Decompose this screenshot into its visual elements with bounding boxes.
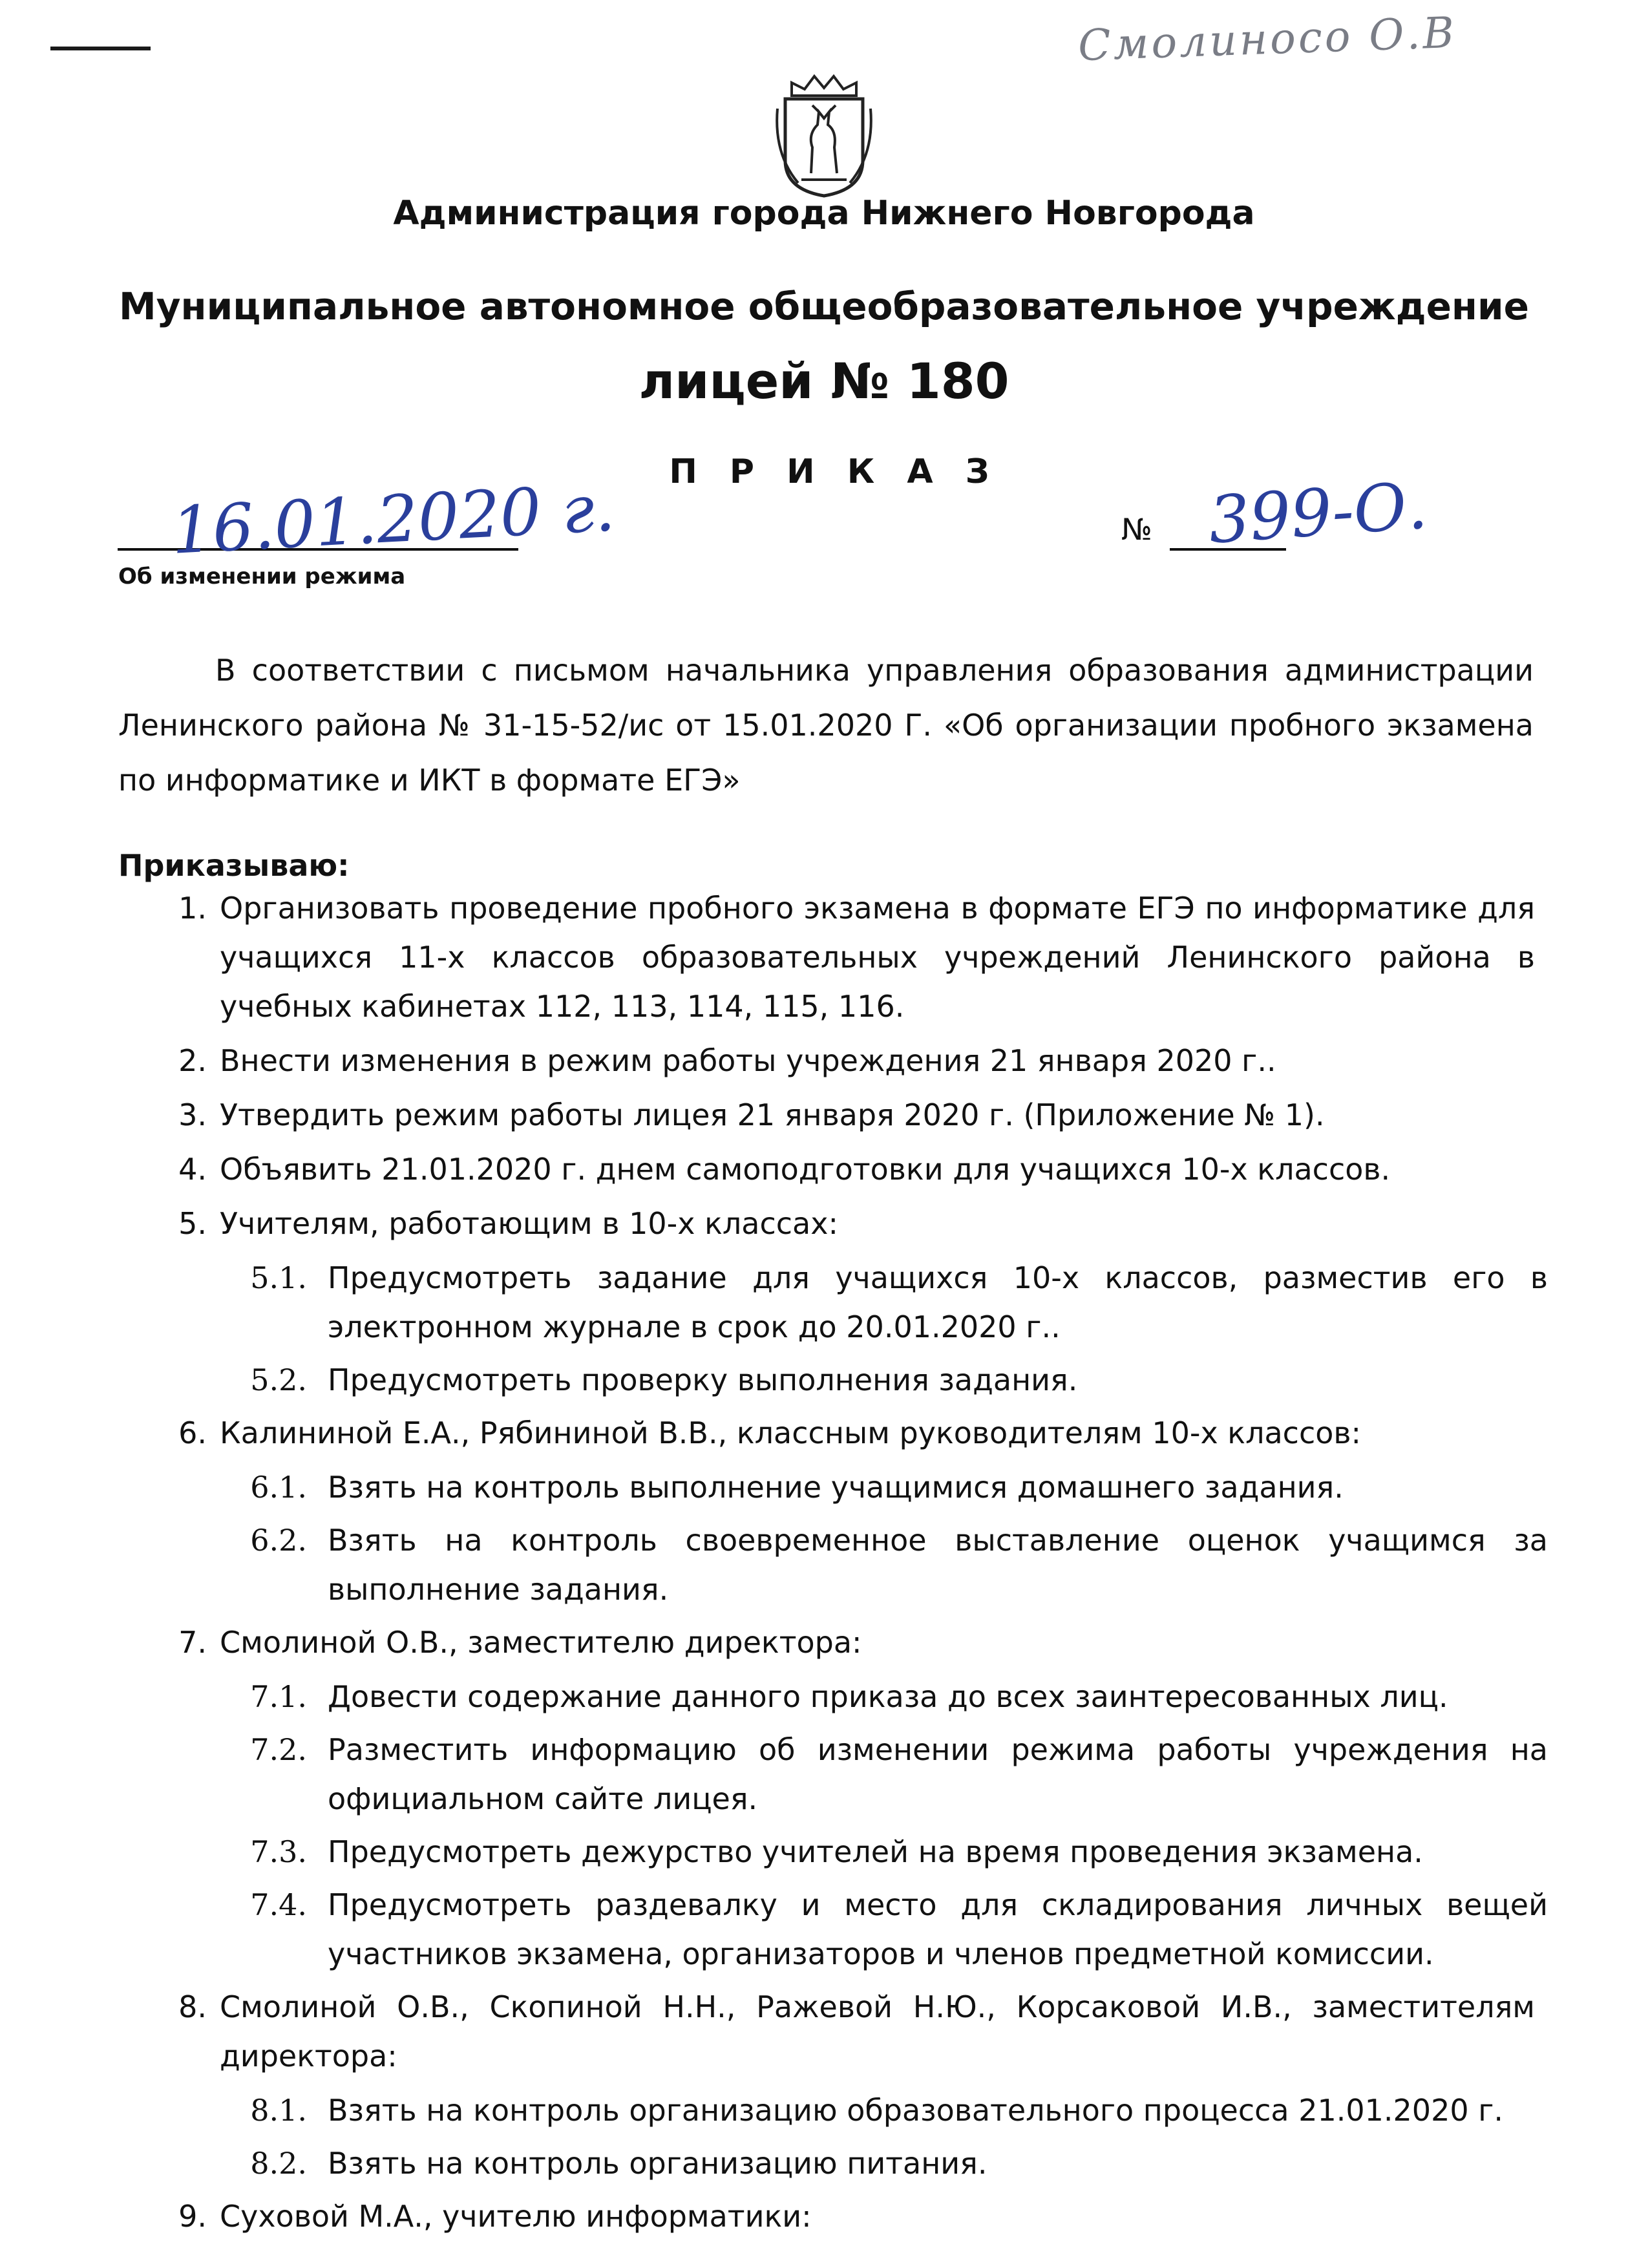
item-number: 2. [178,1043,207,1078]
subitem-text: Взять на контроль выполнение учащимися домашнего задания. [328,1470,1344,1505]
list-item [0,1145,1648,1194]
list-item [0,2192,1648,2241]
item-text: Организовать проведение пробного экзамена в формате ЕГЭ по информатике для учащихся 11-х классов образовательных учреждений Ленинского района в учебных кабинетах 112, 113, 114, 115, 116. [220,891,1535,1024]
subitem-text: Взять на контроль своевременное выставление оценок учащимся за выполнение задания. [328,1523,1548,1607]
item-text: Утвердить режим работы лицея 21 января 2020 г. (Приложение № 1). [220,1097,1325,1132]
list-item [0,1408,1648,1457]
order-subject: Об изменении режима [118,564,406,589]
item-number: 1. [178,891,207,926]
item-text: Смолиной О.В., Скопиной Н.Н., Ражевой Н.Ю., Корсаковой И.В., заместителям директора: [220,1989,1535,2073]
list-item [0,1982,1648,2081]
order-heading: Приказываю: [118,848,350,883]
list-subitem [0,1725,1648,1823]
item-text: Калининой Е.А., Рябининой В.В., классным руководителям 10-х классов: [220,1415,1362,1450]
item-number: 7. [178,1625,207,1660]
subitem-number: 7.1. [250,1679,307,1714]
subitem-text: Предусмотреть задание для учащихся 10-х классов, разместив его в электронном журнале в срок до 20.01.2020 г.. [328,1260,1548,1344]
subitem-text: Предусмотреть раздевалку и место для складирования личных вещей участников экзамена, организаторов и членов предметной комиссии. [328,1887,1548,1971]
order-number-label: № [1121,512,1152,547]
list-subitem [0,1827,1648,1876]
preamble-paragraph: В соответствии с письмом начальника управления образования администрации Ленинского района № 31-15-52/ис от 15.01.2020 Г. «Об организации пробного экзамена по информатике и ИКТ в формате ЕГЭ» [118,653,1534,798]
item-number: 5. [178,1206,207,1241]
subitem-number: 7.4. [250,1887,307,1922]
item-text: Учителям, работающим в 10-х классах: [220,1206,838,1241]
item-number: 9. [178,2199,207,2234]
subitem-number: 8.2. [250,2146,307,2181]
item-number: 6. [178,1415,207,1450]
subitem-number: 6.1. [250,1470,307,1505]
list-subitem [0,1672,1648,1721]
subitem-number: 7.3. [250,1834,307,1869]
subitem-text: Взять на контроль организацию питания. [328,2146,988,2181]
list-subitem [0,1253,1648,1351]
subitem-text: Довести содержание данного приказа до всех заинтересованных лиц. [328,1679,1448,1714]
handwritten-order-number: 399-О. [1206,467,1430,558]
list-item [0,884,1648,1031]
list-subitem [0,1355,1648,1404]
list-item [0,1090,1648,1139]
subitem-number: 6.2. [250,1523,307,1558]
list-subitem [0,1516,1648,1614]
handwritten-date: 16.01.2020 г. [169,470,617,569]
subitem-number: 5.2. [250,1362,307,1397]
item-number: 3. [178,1097,207,1132]
subitem-text: Взять на контроль организацию образовательного процесса 21.01.2020 г. [328,2093,1504,2128]
list-subitem [0,2139,1648,2188]
list-item [0,1199,1648,1248]
list-subitem [0,1880,1648,1978]
institution-title: Муниципальное автономное общеобразовательное учреждение [119,284,1529,328]
order-items-list [0,884,1648,2246]
item-text: Смолиной О.В., заместителю директора: [220,1625,862,1660]
list-subitem [0,1463,1648,1512]
coat-of-arms-icon [772,70,876,199]
administration-title: Администрация города Нижнего Новгорода [393,194,1255,233]
subitem-text: Предусмотреть проверку выполнения задания. [328,1362,1078,1397]
lyceum-title: лицей № 180 [639,352,1009,410]
handwritten-signature-top: Смолиносо О.В [1077,7,1458,71]
item-text: Суховой М.А., учителю информатики: [220,2199,812,2234]
subitem-text: Предусмотреть дежурство учителей на время проведения экзамена. [328,1834,1423,1869]
subitem-number: 7.2. [250,1732,307,1767]
item-number: 8. [178,1989,207,2024]
document-type: П Р И К А З [669,452,1000,491]
scan-edge-mark [50,47,151,50]
subitem-number: 8.1. [250,2093,307,2128]
item-text: Объявить 21.01.2020 г. днем самоподготовки для учащихся 10-х классов. [220,1152,1391,1187]
item-number: 4. [178,1152,207,1187]
item-text: Внести изменения в режим работы учреждения 21 января 2020 г.. [220,1043,1276,1078]
list-item [0,1036,1648,1085]
list-subitem [0,2086,1648,2135]
subitem-text: Разместить информацию об изменении режима работы учреждения на официальном сайте лицея. [328,1732,1548,1816]
list-item [0,1618,1648,1667]
subitem-number: 5.1. [250,1260,307,1295]
